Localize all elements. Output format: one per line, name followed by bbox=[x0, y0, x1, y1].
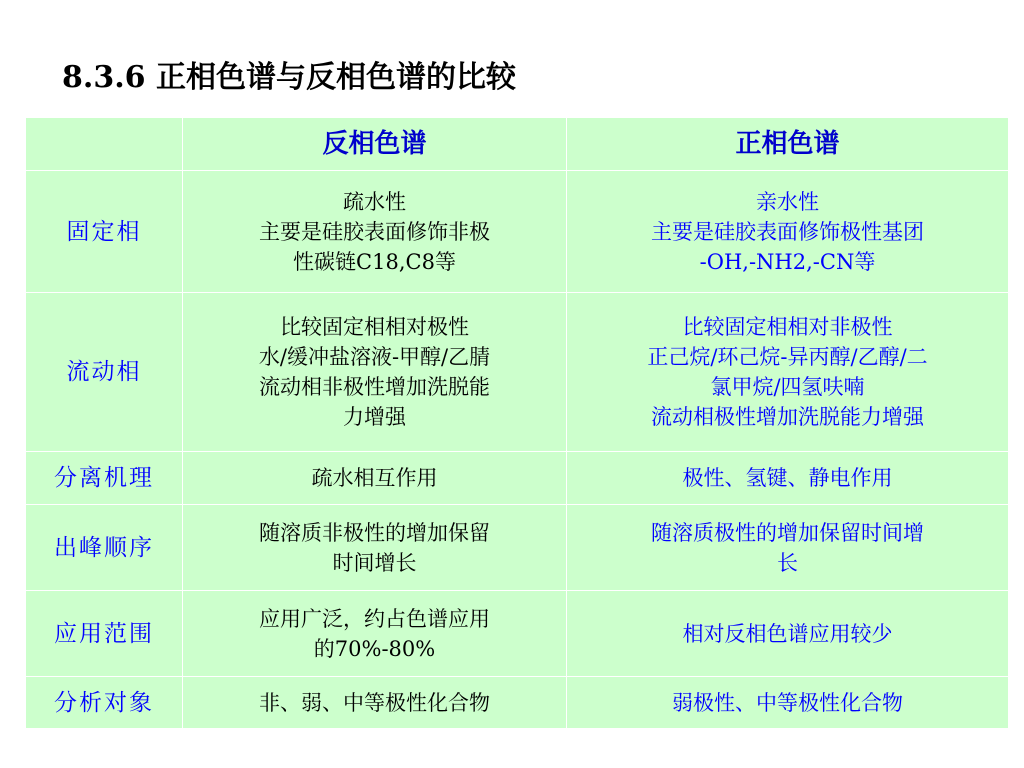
normal-cell bbox=[567, 677, 1009, 729]
cell-line: 疏水相互作用 bbox=[311, 466, 438, 490]
cell-line: 水/缓冲盐溶液-甲醇/乙腈 bbox=[258, 345, 491, 369]
cell-line: 氯甲烷/四氢呋喃 bbox=[710, 375, 865, 399]
cell-line: 疏水性 bbox=[343, 189, 406, 214]
cell-line: 随溶质非极性的增加保留 bbox=[259, 520, 490, 545]
header-corner-cell bbox=[26, 118, 183, 171]
cell-line: 主要是硅胶表面修饰极性基团 bbox=[651, 219, 924, 244]
table-row-stationary-phase bbox=[26, 171, 1009, 293]
cell-line: 弱极性、中等极性化合物 bbox=[672, 690, 903, 715]
row-label: 出峰顺序 bbox=[26, 505, 183, 591]
row-label: 分析对象 bbox=[26, 677, 183, 729]
table-header-row bbox=[26, 118, 1009, 171]
cell-line: 的70%-80% bbox=[313, 636, 436, 661]
row-label: 应用范围 bbox=[26, 591, 183, 677]
cell-line: 极性、氢键、静电作用 bbox=[682, 466, 893, 490]
header-normal-phase: 正相色谱 bbox=[567, 118, 1009, 171]
header-reversed-phase: 反相色谱 bbox=[183, 118, 567, 171]
cell-line: 非、弱、中等极性化合物 bbox=[259, 690, 490, 715]
cell-line: 长 bbox=[777, 550, 798, 575]
table-row-separation-mechanism bbox=[26, 452, 1009, 505]
cell-line: 力增强 bbox=[343, 405, 406, 429]
row-label: 分离机理 bbox=[26, 452, 183, 505]
row-label: 流动相 bbox=[26, 293, 183, 452]
normal-cell bbox=[567, 293, 1009, 452]
table-row-elution-order bbox=[26, 505, 1009, 591]
cell-line: 时间增长 bbox=[332, 550, 417, 575]
comparison-table bbox=[25, 117, 1009, 729]
reversed-cell bbox=[183, 452, 567, 505]
normal-cell bbox=[567, 591, 1009, 677]
cell-line: 相对反相色谱应用较少 bbox=[682, 621, 893, 646]
reversed-cell bbox=[183, 171, 567, 293]
table-row-analytes bbox=[26, 677, 1009, 729]
cell-line: 比较固定相相对非极性 bbox=[682, 315, 893, 339]
cell-line: 随溶质极性的增加保留时间增 bbox=[651, 520, 924, 545]
cell-line: 比较固定相相对极性 bbox=[280, 315, 469, 339]
cell-line: 亲水性 bbox=[756, 189, 819, 214]
cell-line: 应用广泛，约占色谱应用 bbox=[259, 606, 490, 631]
cell-line: 流动相非极性增加洗脱能 bbox=[259, 375, 490, 399]
normal-cell bbox=[567, 505, 1009, 591]
slide-title: 8.3.6 正相色谱与反相色谱的比较 bbox=[62, 60, 516, 95]
reversed-cell bbox=[183, 505, 567, 591]
cell-line: 正己烷/环己烷-异丙醇/乙醇/二 bbox=[647, 345, 928, 369]
cell-line: -OH,-NH2,-CN等 bbox=[699, 249, 876, 274]
reversed-cell bbox=[183, 591, 567, 677]
row-label: 固定相 bbox=[26, 171, 183, 293]
cell-line: 主要是硅胶表面修饰非极 bbox=[259, 219, 490, 244]
table-row-mobile-phase bbox=[26, 293, 1009, 452]
normal-cell bbox=[567, 171, 1009, 293]
reversed-cell bbox=[183, 293, 567, 452]
cell-line: 性碳链C18,C8等 bbox=[293, 249, 456, 274]
table-row-application-scope bbox=[26, 591, 1009, 677]
normal-cell bbox=[567, 452, 1009, 505]
cell-line: 流动相极性增加洗脱能力增强 bbox=[651, 405, 924, 429]
reversed-cell bbox=[183, 677, 567, 729]
